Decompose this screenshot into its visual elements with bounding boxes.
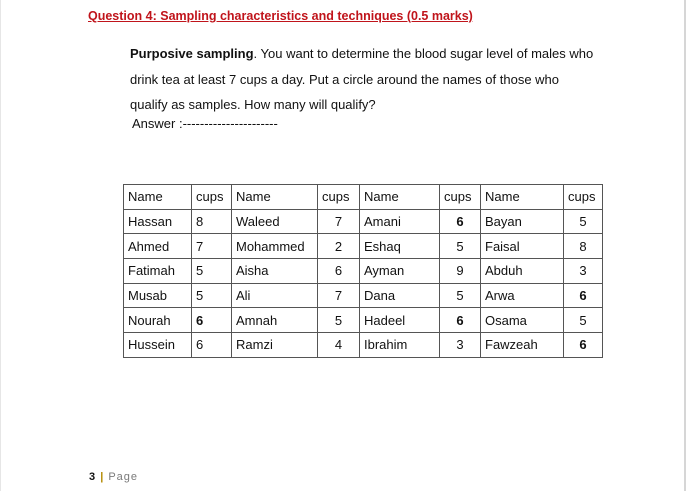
name-cell: Dana [360,283,440,308]
name-cell: Mohammed [232,234,318,259]
name-cell: Aisha [232,259,318,284]
answer-line: Answer :---------------------- [132,116,278,131]
cups-cell: 2 [318,234,360,259]
footer-separator: | [100,471,104,483]
header-cell: cups [564,185,603,210]
name-cell: Musab [124,283,192,308]
question-body: . You want to determine the blood sugar level of males who drink tea at least 7 cups a day. Put a circle around the names of those who qualify as samples. How many will qualify? [130,46,594,112]
header-cell: Name [360,185,440,210]
question-lead: Purposive sampling [130,46,254,61]
header-cell: cups [440,185,481,210]
cups-cell: 5 [440,283,481,308]
table-row [124,308,603,333]
header-cell: Name [232,185,318,210]
name-cell: Ibrahim [360,333,440,358]
page-word: Page [108,471,139,483]
name-cell: Ali [232,283,318,308]
name-cell: Nourah [124,308,192,333]
cups-cell: 7 [192,234,232,259]
cups-cell: 6 [192,333,232,358]
cups-cell: 6 [564,333,603,358]
name-cell: Eshaq [360,234,440,259]
cups-cell: 7 [318,209,360,234]
cups-cell: 5 [564,209,603,234]
question-heading: Question 4: Sampling characteristics and techniques (0.5 marks) [88,9,473,23]
name-cell: Osama [481,308,564,333]
name-cell: Ahmed [124,234,192,259]
header-cell: Name [124,185,192,210]
name-cell: Amani [360,209,440,234]
cups-cell: 3 [564,259,603,284]
table-header-row [124,185,603,210]
name-cell: Arwa [481,283,564,308]
cups-cell: 3 [440,333,481,358]
table-row [124,283,603,308]
name-cell: Bayan [481,209,564,234]
page-left-edge [0,0,1,491]
cups-cell: 8 [564,234,603,259]
table-row [124,333,603,358]
cups-cell: 5 [192,259,232,284]
question-paragraph [130,41,600,118]
cups-cell: 5 [564,308,603,333]
cups-cell: 5 [440,234,481,259]
header-cell: cups [318,185,360,210]
tea-cups-table [123,184,603,358]
cups-cell: 6 [192,308,232,333]
page-footer [89,471,138,483]
name-cell: Ramzi [232,333,318,358]
page-number: 3 [89,471,96,483]
cups-cell: 8 [192,209,232,234]
name-cell: Amnah [232,308,318,333]
name-cell: Fatimah [124,259,192,284]
cups-cell: 6 [318,259,360,284]
name-cell: Faisal [481,234,564,259]
cups-cell: 4 [318,333,360,358]
cups-cell: 6 [440,308,481,333]
name-cell: Hussein [124,333,192,358]
cups-cell: 6 [440,209,481,234]
name-cell: Abduh [481,259,564,284]
table-row [124,234,603,259]
header-cell: cups [192,185,232,210]
cups-cell: 5 [318,308,360,333]
page-right-edge [684,0,686,491]
name-cell: Fawzeah [481,333,564,358]
name-cell: Hassan [124,209,192,234]
cups-cell: 7 [318,283,360,308]
table-row [124,209,603,234]
name-cell: Waleed [232,209,318,234]
cups-cell: 5 [192,283,232,308]
name-cell: Hadeel [360,308,440,333]
cups-cell: 9 [440,259,481,284]
cups-cell: 6 [564,283,603,308]
header-cell: Name [481,185,564,210]
table-row [124,259,603,284]
name-cell: Ayman [360,259,440,284]
